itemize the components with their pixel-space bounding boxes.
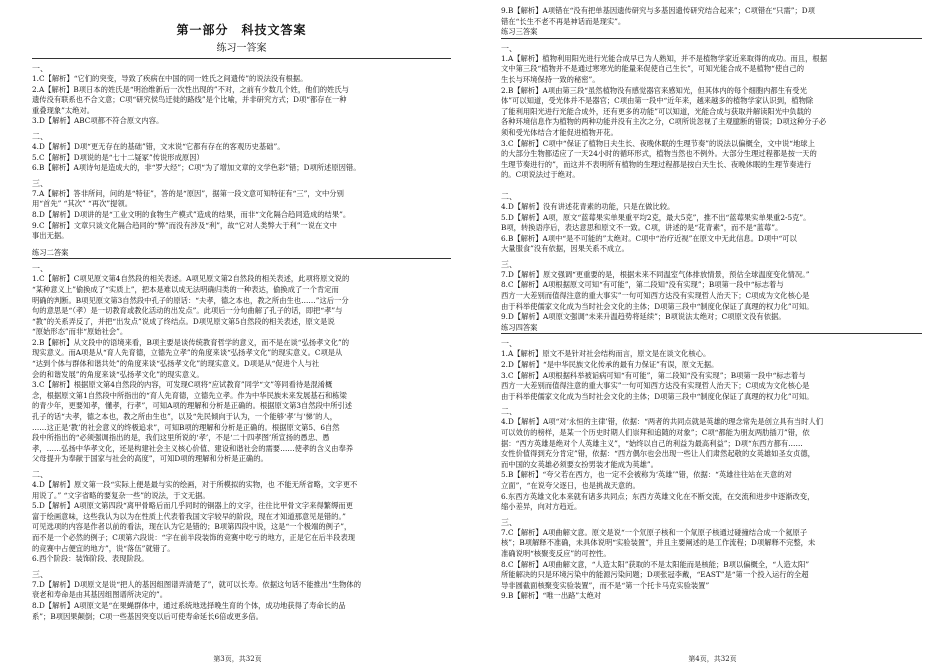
answer-line: 1.C【解析】“它们的突变，导致了疾病在中国的同一姓氏之间遗传”的说法没有根据。	[32, 74, 308, 83]
section-heading: 练习一答案	[216, 43, 267, 54]
answer-line: 4.D【解析】原文第一段“实际上便是最与实的绘画，对于所模拟的实物，也 不能无所省略，文字更不	[32, 480, 358, 489]
answer-line: 9.D【解析】A项原文强调“未来升温趋势将延续”；B项说法太绝对；C项原文没有依据。	[501, 312, 786, 322]
left-content	[32, 42, 451, 622]
answer-line: 而中国的女英雄必须要女扮男装才能成为英雄”。	[501, 459, 658, 469]
answer-line: 的。C项说法过于绝对。	[501, 170, 580, 180]
answer-line: 孝，……弘扬中华孝文化，还是构建社会主义核心价值、建设和谐社会的需要……使孝的含义由奉养	[32, 443, 354, 453]
answer-line: 事出无据。	[32, 231, 69, 241]
answer-line: 须和受光体结合才能促进植物开花。	[501, 127, 618, 137]
answer-line: 3.C【解析】A项根据科举被诟病可知“有可能”，第二段知“没有实现”；B项第一段中“标志着与	[501, 370, 806, 380]
answer-line: 练习四答案	[501, 322, 538, 332]
answer-line: 2.D【解析】“是中华民族文化传承的最有力保证”有误，原文无据。	[501, 360, 719, 370]
answer-line: 7.C【解析】A项曲解文意。原文是说“一个氘原子核和一个氚原子核通过碰撞结合成一个氦原子	[501, 527, 808, 537]
answer-line: 用说了。” “文字省略的要复杂一些”的说法，于文无据。	[32, 490, 210, 500]
part-marker: 三、	[501, 259, 517, 269]
answer-line: 西方一大差别而值得注意的重大事实”一句可知西方达没有实现哲人治天下；C项成为文化核心是	[501, 381, 810, 391]
answer-line: 4.D【解析】D项“更无存在的基础”错，文末说“它都有存在的客观历史基础”。	[32, 141, 285, 151]
answer-line: 7.D【解析】D项原文是说“把人的基因组图谱弄清楚了”，就可以长寿。依据这句话不能推出“生物体的	[32, 579, 362, 589]
answer-line: 9.B【解析】A项错在“没有把单基因遗传研究与多基因遗传研究结合起来”；C项错在“只需”；D项	[501, 6, 815, 15]
answer-line: 核”；B项解释不准确，未具体说明“实验装置”，并且主要阐述的是工作流程；D项解释不完整，未	[501, 538, 816, 548]
answer-line: 6.B【解析】A项中“是不可能的”太绝对。C项中“治疗近视”在原文中无此信息。D项中“可以	[501, 233, 797, 243]
answer-line: 重叠现象”太绝对。	[32, 105, 95, 115]
answer-line: “达到个体与群体和谐共处”的角度来谈“弘扬孝文化”的现实意义。D项是从“促进个人与社	[32, 359, 320, 369]
answer-line: 7.D【解析】原文强调“更重要的是，根据未来不同温室气体排放情景，预估全球温度变化情况。”	[501, 269, 810, 279]
answer-line: 7.A【解析】答非所问，问的是“特征”，答的是“原因”，据第一段文意可知特征有“三”，文中分别	[32, 188, 344, 198]
answer-line: 8.C【解析】A项根据原文可知“有可能”，第二段知“没有实现”；B项第一段中“标志着与	[501, 280, 784, 290]
answer-line: “教”的关系弄反了，并把“出发点”说成了终结点。D项见原文第5自然段的相关表述，原文是说	[32, 316, 335, 326]
answer-line: 1.A【解析】原文不是针对社会结构而言，原文是在谈文化核心。	[501, 349, 711, 359]
answer-line: 生理节奏进行的”，而这并不表明所有植物的生理过程都是按白天生长、夜晚休眠的生理节奏进行	[501, 159, 812, 169]
part-marker: 二、	[501, 191, 517, 201]
page-number-left: 第3页，共32页	[213, 655, 262, 664]
answer-line: 女性价值得到充分肯定”错，依据：“西方偶尔也会出现一些让人们肃然起敬的女英雄如圣女贞德，	[501, 449, 815, 459]
answer-line: 由于科举使儒家文化成为当时社会文化的主体；D项第三段中“制度化保证了真理的权力化”可知。	[501, 391, 814, 401]
answer-line: 段中所指出的“必须强调指出的是，我们这里所说的‘孝’，不是‘二十四孝图’所宣扬的愚忠、愚	[32, 433, 330, 443]
answer-line: 文中第三段“植物并不是通过寒寒光的能量来促使自己生长”，可知光能合成不是植物“使自己的	[501, 64, 805, 74]
answer-line: 遗传没有联系也不合文意；C项“研究侯鸟迁徙的路线”是个比喻，并非研究方式；D项“都存在一种	[32, 95, 347, 105]
answer-line: 可见选项的内容是作者以前的看法，现在认为它是错的；B项第四段中说，这是“一个极端的例子”，	[32, 522, 352, 532]
answer-line: 据：“西方英雄是绝对个人英雄主义”，“始终以自己的利益为最高利益”；D项“东西方都有……	[501, 438, 803, 448]
part-marker: 三、	[32, 569, 48, 579]
answer-line: 的青少年，更要知孝，懂孝，行孝”，可知A项的理解和分析是正确的。根据原文第3自然段中所引述	[32, 401, 353, 411]
answer-line: 2.B【解析】从文段中的语境来看，B项主要是谈传统教育哲学的意义，而不是在谈“弘扬孝文化”的	[32, 337, 350, 347]
answer-line: 会的和谐发展”的角度来谈“弘扬孝文化”的现实意义。	[32, 369, 204, 379]
answer-line: 4.D【解析】A项“对‘永恒的主律’错，依据：“两者的共同点就是英雄的理念常先是创立具有当时人们	[501, 417, 824, 427]
answer-line: 3.C【解析】C项中“保证了植物日夫生长、夜晚休眠的生理节奏”的说法以偏概全，文中说“地球上	[501, 138, 815, 148]
part-marker: 一、	[32, 64, 48, 73]
answer-line: 5.D【解析】A项原文第四段“离甲骨略后而几乎同时的铜器上的文字，往往比甲骨文字来得繁缛而更	[32, 501, 353, 511]
part-marker: 一、	[501, 43, 517, 53]
answer-line: 9.C【解析】文章只谈文化隔合趋同的“弊”而没有涉及“利”，故“它对人类弊大于利”一说在文中	[32, 220, 337, 230]
answer-line: 4.D【解析】没有讲述花青素的功能，只是在做比较。	[501, 201, 675, 211]
part-marker: 二、	[32, 131, 48, 141]
answer-line: 错在“长生不老不再是神话而是现实”。	[501, 16, 626, 26]
answer-line: 1.A【解析】植物利用阳光进行光能合成早已为人熟知，并不是植物学家近来取得的成功。而且，根据	[501, 53, 827, 63]
answer-line: 6.B【解析】A项诗句是造成大的，非“罗大经”；C项“为了增加文章的文学色彩”错；D项所述原因错。	[32, 163, 361, 173]
part-marker: 一、	[501, 339, 517, 349]
page-right	[475, 0, 950, 671]
answer-line: 西方一大差别而值得注意的重大事实”一句可知西方达没有实现哲人治天下；C项成为文化核心是	[501, 291, 810, 301]
answer-line: 而不是一个必然的例子；C项第六段说：“字在前半段装饰的竞赛中吃亏的地方，正是它在后半段表现	[32, 532, 356, 542]
answer-line: 所能解决的只是环境污染中的能源污染问题；D项张冠李戴，“EAST”是“第一个投入运行的全超	[501, 570, 809, 580]
answer-line: 6.东西方英雄文化本来就有诸多共同点；东西方英雄文化在不断交流，在交流和进步中逐渐改变，	[501, 491, 815, 501]
answer-line: “某种意义上”偷换成了“实质上”，把本是难以成无法明确归类的一种表达，偷换成了一个肯定而	[32, 284, 339, 294]
answer-line: 立面”，“在说夸父逐日，也是挑战天意的。	[501, 480, 640, 490]
answer-line: 5.C【解析】D项说的是“七十二疑冢”传说形成原因）	[32, 152, 204, 162]
part-marker: 三、	[501, 517, 517, 527]
section-rule	[501, 38, 922, 39]
answer-line: 1.C【解析】C项见原文第4自然段的相关表述。A项见原文第2自然段的相关表述，此项将原文说的	[32, 274, 350, 284]
answer-line: 孔子的话“夫孝，德之本也，教之所由生也”，以及“先民倾向于认为，一个能够‘孝’与‘悌’的人，	[32, 412, 338, 422]
answer-line: 大量服食”没有依据，因果关系不成立。	[501, 244, 629, 254]
answer-line: 8.D【解析】A项原文是“在果蝇群体中，通过系统地选择晚生育的个体，成功地获得了寿命长的品	[32, 600, 346, 610]
answer-line: 体”可以知道，受光体并不是器官；C项由第一段中“近年来，越来越多的植物学家认识到，植物除	[501, 96, 814, 106]
answer-line: 明确的判断。B项见原文第3自然段中孔子的原话：“夫孝，德之本也，教之所由生也……”这后一分	[32, 295, 349, 305]
answer-line: 了能利用阳光进行光能合成外，还有更多的功能”可以知道，光能合成与获取并解读阳光中负载的	[501, 106, 812, 116]
answer-line: 8.C【解析】A项曲解文意，“人造太阳”获取的不是太阳能而是核能；B项以偏概全，“人造太阳”	[501, 559, 810, 569]
section-rule	[32, 258, 451, 259]
answer-line: 导非圆截面核聚变实验装置”，而不是“第一个托卡马克实验装置”	[501, 580, 710, 590]
answer-line: 3.D【解析】ABC项都不符合原文内容。	[32, 116, 164, 126]
answer-line: 由于科举使儒家文化成为当时社会文化的主体；D项第三段中“制度化保证了真理的权力化”可知。	[501, 301, 814, 311]
answer-line: 系”；B项因果颠倒；C项一些基因突变以后可使寿命延长6倍或更多倍。	[32, 611, 263, 621]
answer-line: 句的意思是“（孝）是一切教育或教化活动的出发点”。此项后一分句曲解了孔子的话，即把“孝”与	[32, 306, 343, 316]
answer-line: 的大部分生物都适应了一天24小时的循环形式，植物当然也不例外。大部分生理过程都是按一天的	[501, 149, 817, 159]
document-title: 第一部分 科技文答案	[176, 23, 307, 37]
answer-line: 练习三答案	[501, 27, 538, 37]
answer-line: 准确说明“核聚变反应”的可控性。	[501, 548, 611, 558]
answer-line: 用“首先” “其次” “再次”提领。	[32, 199, 132, 209]
part-marker: 二、	[32, 470, 48, 479]
spacer	[501, 181, 922, 187]
answer-line: 9.B【解析】“唯一出路”太绝对	[501, 591, 602, 601]
right-content	[501, 6, 922, 602]
answer-line: 富于绘画意味，这些我认为以为在性质上代表着我国文字较早的阶段，现在才知道那意见是错的。”	[32, 511, 346, 521]
answer-line: 2.B【解析】A项由第三段“虽然植物没有感觉器官来感知光，但其体内的每个细胞内都生有受光	[501, 85, 807, 95]
answer-line: 生长与环境保持一致的秘密”。	[501, 74, 600, 84]
answer-line: 3.C【解析】根据原文第4自然段的内容，可发现C项将“应试教育”同学“文”等同看待是混淆概	[32, 380, 333, 390]
answer-line: 5.B【解析】“夸父若在西方，也一定不会被称为‘英雄’”错，依据：“英雄往往站在天意的对	[501, 470, 792, 480]
answer-line: 的竞赛中占便宜的地方”，说“落伍”就错了。	[32, 543, 175, 553]
section-rule	[501, 333, 922, 334]
answer-line: B项，转换语序后，表达意思和原文不一致。C项，讲述的是“花青素”，而不是“蓝莓”。	[501, 223, 783, 233]
answer-line: 缩小差异，向对方趋近。	[501, 502, 582, 512]
part-marker: 二、	[501, 407, 517, 417]
part-marker: 一、	[32, 264, 48, 274]
section-rule	[32, 58, 451, 59]
page-number-right: 第4页，共32页	[688, 655, 737, 664]
answer-line: 念，根据原文第1自然段中所指出的“育人先育德，立德先立孝。作为中华民族未来发展基石和栋梁	[32, 390, 347, 400]
part-marker: 三、	[32, 178, 48, 188]
answer-line: 5.D【解析】A项，原文“蓝莓果实单果重平均2克，最大5克”，推不出“蓝莓果实单果重2-5克”。	[501, 212, 811, 222]
answer-line: “原始形态”而非“原始社会”。	[32, 327, 128, 337]
answer-line: 父母提升为奉献于国家与社会的高度”，可知D项的理解和分析是正确的。	[32, 454, 268, 464]
answer-line: 各种环境信息作为植物的两种功能并没有主次之分，C项所说忽视了主观臆断的错误；D项这种分子必	[501, 117, 827, 127]
answer-line: 可以效仿的榜样，是某一个历史时期人们崇拜和追随的对象”；C项“都能为朋友两肋插刀”错，依	[501, 428, 810, 437]
answer-line: 2.A【解析】B项日本的姓氏是“明治维新后一次性出现的”不对，之前有少数几个姓，他们的姓氏与	[32, 84, 349, 94]
answer-line: 练习二答案	[32, 247, 69, 257]
answer-line: 衰老和寿命是由其基因组图谱所决定的”。	[32, 590, 168, 600]
answer-line: 6.西个阶段：装饰阶段、表现阶段。	[32, 554, 149, 564]
answer-line: 现实意义。而A项是从“育人先育德，立德先立孝”的角度来谈“弘扬孝文化”的现实意义。C项是从	[32, 348, 343, 358]
answer-line: 8.D【解析】D项讲的是“工业文明的食物生产模式”造成的结果，而非“文化隔合趋同造成的结果”。	[32, 209, 351, 219]
answer-line: ……这正是‘教’的社会意义的终极追求”，可知B项的理解和分析是正确的。根据原文第5、6自然	[32, 422, 340, 432]
